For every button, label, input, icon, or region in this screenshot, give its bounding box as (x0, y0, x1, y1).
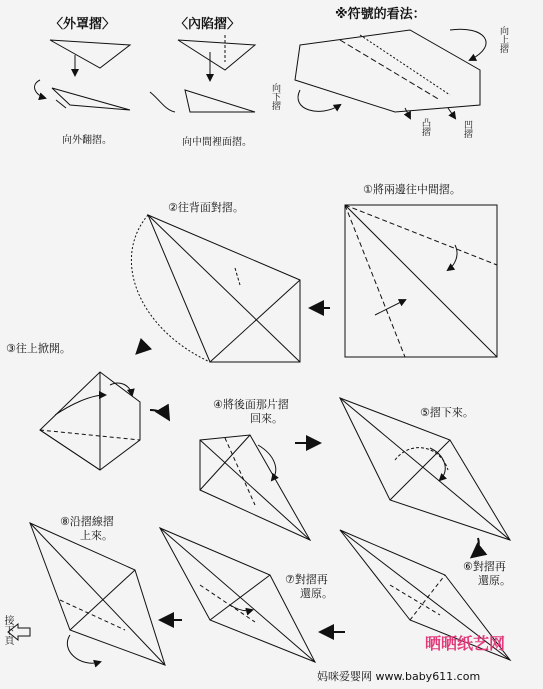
inside-fold-sketch (150, 35, 255, 112)
step-8-label: ⑧沿摺線摺 (60, 515, 114, 528)
outside-fold-sketch (35, 40, 130, 110)
next-page-label: 接下頁 (2, 615, 13, 645)
step-3-diagram (40, 372, 140, 470)
step-4-label-line2: 回來。 (250, 412, 283, 425)
step-1-diagram (345, 205, 497, 357)
step-4-diagram (200, 435, 310, 540)
symbols-sketch (295, 29, 486, 118)
step-7-label: ⑦對摺再 (285, 573, 328, 586)
fold-up-label: 向上摺 (498, 26, 508, 53)
valley-fold-label: 凹摺 (462, 120, 472, 138)
inside-fold-title: 〈內陷摺〉 (175, 17, 241, 32)
step-7-diagram (160, 528, 315, 662)
step-5-diagram (340, 398, 510, 540)
step-7-label-line2: 還原。 (300, 587, 333, 600)
step-8-diagram (30, 523, 165, 665)
step-2-diagram (131, 215, 300, 362)
step-6-label-line2: 還原。 (478, 574, 511, 587)
outside-fold-title: 〈外罩摺〉 (50, 17, 116, 32)
step-1-label: ①將兩邊往中間摺。 (363, 183, 461, 196)
step-4-label: ④將後面那片摺 (213, 398, 289, 411)
mountain-fold-label: 凸摺 (420, 118, 430, 136)
step-5-label: ⑤摺下來。 (420, 406, 474, 419)
fold-down-label: 向下摺 (270, 83, 280, 110)
symbols-title: ※符號的看法： (335, 7, 426, 22)
inside-fold-caption: 向中間裡面摺。 (182, 137, 252, 148)
brand-watermark: 晒晒纸艺网 (425, 634, 506, 653)
step-6-label: ⑥對摺再 (463, 560, 506, 573)
site-watermark: 妈咪爱婴网 www.baby611.com (317, 670, 481, 683)
step-8-label-line2: 上來。 (80, 529, 113, 542)
outside-fold-caption: 向外翻摺。 (62, 135, 112, 146)
step-2-label: ②往背面對摺。 (168, 201, 244, 214)
step-3-label: ③往上掀開。 (6, 342, 71, 355)
